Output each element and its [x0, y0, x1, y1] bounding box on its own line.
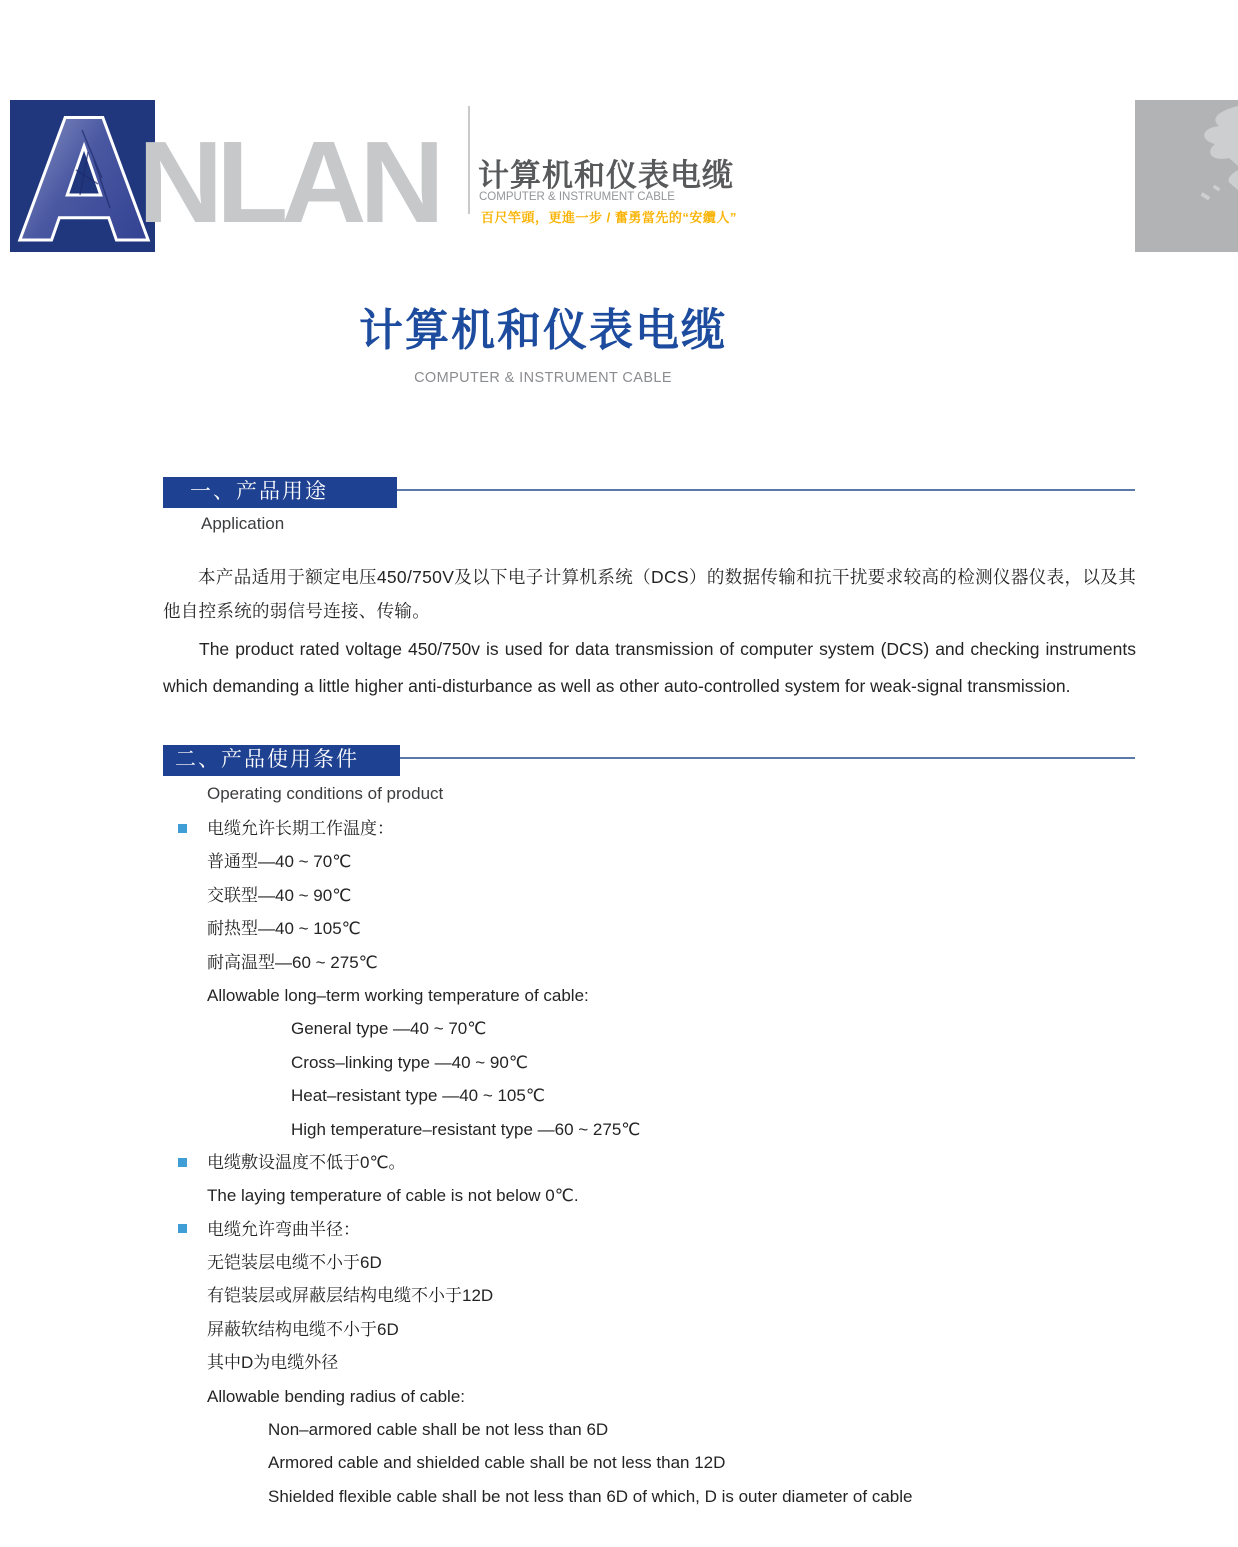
condition-text: Heat–resistant type —40 ~ 105℃	[291, 1086, 545, 1106]
leaf-photo-icon	[1135, 100, 1238, 252]
condition-item	[163, 1079, 1143, 1112]
condition-item	[163, 1446, 1143, 1479]
condition-item	[163, 1179, 1143, 1212]
condition-item	[163, 912, 1143, 945]
operating-conditions-list	[163, 812, 1143, 1513]
decorative-photo	[1135, 100, 1238, 252]
section2-heading-bar: 二、产品使用条件	[163, 745, 400, 776]
bullet-square-icon	[178, 1224, 187, 1233]
condition-text: 电缆允许弯曲半径：	[207, 1219, 360, 1239]
condition-text: 无铠装层电缆不小于6D	[207, 1253, 382, 1273]
svg-text:A: A	[18, 100, 150, 252]
page-title: 计算机和仪表电缆	[359, 306, 727, 355]
condition-item	[163, 845, 1143, 878]
condition-text: General type —40 ~ 70℃	[291, 1019, 487, 1039]
header-product-title-zh: 计算机和仪表电缆	[478, 158, 734, 193]
condition-item	[163, 1113, 1143, 1146]
condition-item	[163, 1146, 1143, 1179]
condition-item	[163, 1012, 1143, 1045]
condition-text: Allowable bending radius of cable:	[207, 1386, 466, 1406]
bullet-square-icon	[178, 824, 187, 833]
section1-subheading: Application	[201, 514, 285, 533]
condition-text: The laying temperature of cable is not below 0℃.	[207, 1186, 579, 1206]
section1-rule	[390, 489, 1135, 491]
condition-text: Shielded flexible cable shall be not less than 6D of which, D is outer diameter of cable	[268, 1486, 913, 1506]
header-product-title-en: COMPUTER & INSTRUMENT CABLE	[479, 191, 675, 203]
application-paragraph-en: The product rated voltage 450/750v is used for data transmission of computer system (DCS) and checking instruments which demanding a little higher anti-disturbance as well as other auto-controlled system for weak-signal transmission.	[163, 639, 1136, 696]
condition-text: 有铠装层或屏蔽层结构电缆不小于12D	[207, 1286, 494, 1306]
condition-text: 电缆敷设温度不低于0℃。	[207, 1152, 406, 1172]
document-title-block	[0, 294, 1086, 386]
condition-item	[163, 946, 1143, 979]
condition-text: 其中D为电缆外径	[207, 1353, 339, 1373]
logo-wordmark: NLAN	[138, 118, 438, 248]
condition-text: Non–armored cable shall be not less than 6D	[268, 1420, 609, 1440]
condition-item	[163, 1346, 1143, 1379]
logo-a-icon	[10, 100, 155, 252]
condition-text: 屏蔽软结构电缆不小于6D	[207, 1319, 399, 1339]
condition-item	[163, 879, 1143, 912]
condition-item	[163, 1380, 1143, 1413]
section2-subheading: Operating conditions of product	[207, 784, 444, 803]
condition-item	[163, 812, 1143, 845]
section1-heading-bar: 一、产品用途	[163, 477, 397, 508]
condition-text: 普通型—40 ~ 70℃	[207, 852, 352, 872]
header-divider	[468, 106, 470, 214]
condition-text: 交联型—40 ~ 90℃	[207, 885, 352, 905]
bullet-square-icon	[178, 1158, 187, 1167]
anlan-logo-mark	[10, 100, 155, 252]
condition-item	[163, 1279, 1143, 1312]
condition-text: High temperature–resistant type —60 ~ 275℃	[291, 1119, 641, 1139]
application-paragraph-zh: 本产品适用于额定电压450/750V及以下电子计算机系统（DCS）的数据传输和抗干扰要求较高的检测仪器仪表，以及其他自控系统的弱信号连接、传输。	[163, 567, 1136, 621]
condition-text: Allowable long–term working temperature of cable:	[207, 985, 589, 1005]
condition-item	[163, 1213, 1143, 1246]
condition-item	[163, 1246, 1143, 1279]
condition-text: 耐热型—40 ~ 105℃	[207, 919, 361, 939]
condition-text: 耐高温型—60 ~ 275℃	[207, 952, 378, 972]
condition-item	[163, 1413, 1143, 1446]
condition-text: Cross–linking type —40 ~ 90℃	[291, 1052, 528, 1072]
condition-item	[163, 1046, 1143, 1079]
condition-text: 电缆允许长期工作温度：	[207, 819, 394, 838]
condition-item	[163, 979, 1143, 1012]
condition-item	[163, 1480, 1143, 1513]
header-slogan: 百尺竿頭，更進一步 / 奮勇當先的“安纜人”	[481, 210, 737, 225]
condition-item	[163, 1313, 1143, 1346]
section2-rule	[393, 757, 1135, 759]
page-subtitle: COMPUTER & INSTRUMENT CABLE	[414, 370, 672, 386]
condition-text: Armored cable and shielded cable shall be not less than 12D	[268, 1453, 726, 1473]
